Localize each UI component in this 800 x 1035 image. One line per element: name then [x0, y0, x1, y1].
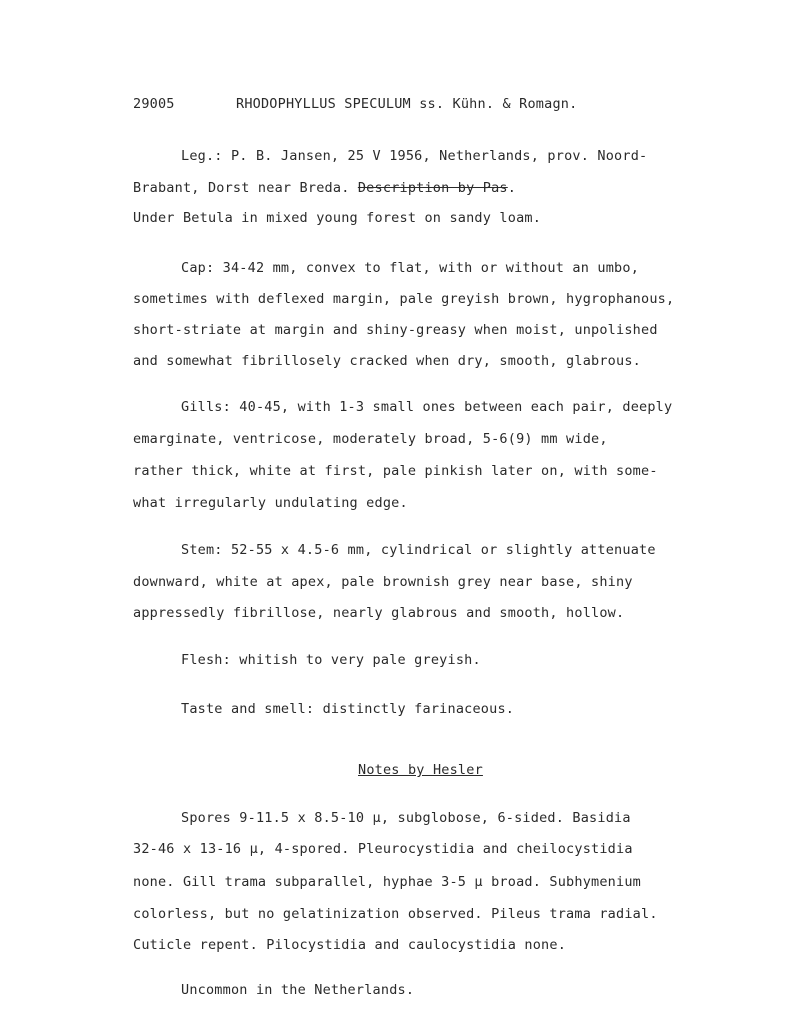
stem-line-1: Stem: 52-55 x 4.5-6 mm, cylindrical or slightly attenuate [181, 542, 656, 558]
gills-line-3: rather thick, white at first, pale pinkish later on, with some- [133, 463, 658, 479]
notes-heading: Notes by Hesler [358, 762, 483, 778]
gills-line-4: what irregularly undulating edge. [133, 495, 408, 511]
specimen-number: 29005 [133, 96, 175, 112]
cap-line-3: short-striate at margin and shiny-greasy when moist, unpolished [133, 322, 658, 338]
notes-line-4: colorless, but no gelatinization observed. Pileus trama radial. [133, 906, 658, 922]
leg-line-2-end: . [507, 180, 517, 196]
stem-line-3: appressedly fibrillose, nearly glabrous and smooth, hollow. [133, 605, 625, 621]
species-title: RHODOPHYLLUS SPECULUM ss. Kühn. & Romagn. [236, 96, 578, 112]
cap-line-1: Cap: 34-42 mm, convex to flat, with or without an umbo, [181, 260, 640, 276]
leg-line-1: Leg.: P. B. Jansen, 25 V 1956, Netherlands, prov. Noord- [181, 148, 648, 164]
flesh-line: Flesh: whitish to very pale greyish. [181, 652, 481, 668]
taste-line: Taste and smell: distinctly farinaceous. [181, 701, 515, 717]
stem-line-2: downward, white at apex, pale brownish grey near base, shiny [133, 574, 633, 590]
leg-line-3: Under Betula in mixed young forest on sandy loam. [133, 210, 542, 226]
notes-line-5: Cuticle repent. Pilocystidia and caulocystidia none. [133, 937, 567, 953]
struck-text: Description by Pas [357, 180, 508, 196]
gills-line-1: Gills: 40-45, with 1-3 small ones between each pair, deeply [181, 399, 673, 415]
gills-line-2: emarginate, ventricose, moderately broad, 5-6(9) mm wide, [133, 431, 608, 447]
footer-line: Uncommon in the Netherlands. [181, 982, 415, 998]
cap-line-4: and somewhat fibrillosely cracked when dry, smooth, glabrous. [133, 353, 641, 369]
leg-line-2-start: Brabant, Dorst near Breda. [133, 180, 358, 196]
leg-line-2 [133, 182, 516, 196]
notes-line-3: none. Gill trama subparallel, hyphae 3-5 μ broad. Subhymenium [133, 874, 641, 890]
notes-line-2: 32-46 x 13-16 μ, 4-spored. Pleurocystidia and cheilocystidia [133, 841, 633, 857]
notes-line-1: Spores 9-11.5 x 8.5-10 μ, subglobose, 6-sided. Basidia [181, 810, 631, 826]
cap-line-2: sometimes with deflexed margin, pale greyish brown, hygrophanous, [133, 291, 675, 307]
